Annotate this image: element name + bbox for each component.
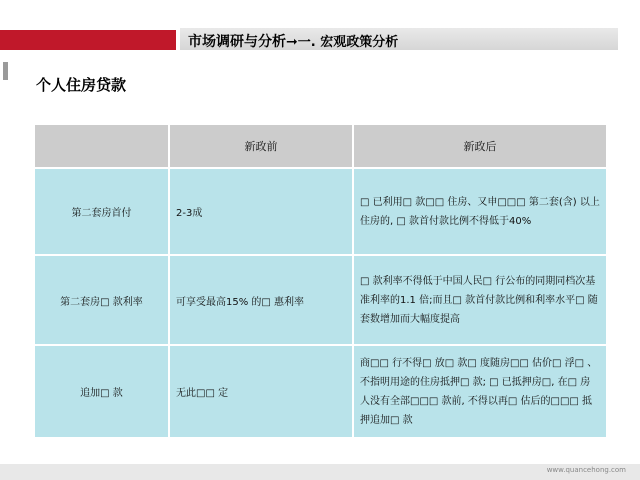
footer-band — [0, 464, 640, 480]
row-label: 第二套房□ 款利率 — [34, 255, 169, 345]
row-label: 第二套房首付 — [34, 168, 169, 255]
table-row — [34, 345, 607, 438]
arrow-icon: ➞ — [286, 34, 298, 50]
header-accent-bar — [0, 30, 176, 50]
section-title: 个人住房贷款 — [36, 76, 127, 94]
table-row — [34, 255, 607, 345]
table-header-row — [34, 124, 607, 168]
table-row — [34, 168, 607, 255]
before-cell: 2-3成 — [169, 168, 353, 255]
policy-table — [33, 123, 608, 439]
header-cell-after: 新政后 — [353, 124, 607, 168]
footer-url: www.quancehong.com — [546, 466, 626, 474]
before-cell: 可享受最高15% 的□ 惠利率 — [169, 255, 353, 345]
side-marker — [3, 62, 8, 80]
after-cell: □ 款利率不得低于中国人民□ 行公布的同期同档次基准利率的1.1 倍;而且□ 款首付款比例和利率水平□ 随套数增加而大幅度提高 — [353, 255, 607, 345]
before-cell: 无此□□ 定 — [169, 345, 353, 438]
title-main: 市场调研与分析 — [188, 34, 286, 50]
page-title — [188, 31, 398, 51]
title-sub: 一. 宏观政策分析 — [297, 35, 399, 50]
header-cell-before: 新政前 — [169, 124, 353, 168]
header-cell-empty — [34, 124, 169, 168]
after-cell: 商□□ 行不得□ 放□ 款□ 度随房□□ 估价□ 浮□ 、不指明用途的住房抵押□ 款; □ 已抵押房□, 在□ 房人没有全部□□□ 款前, 不得以再□ 估后的□□□ 抵押追加□ 款 — [353, 345, 607, 438]
after-cell: □ 已利用□ 款□□ 住房、又申□□□ 第二套(含) 以上住房的, □ 款首付款比例不得低于40% — [353, 168, 607, 255]
row-label: 追加□ 款 — [34, 345, 169, 438]
